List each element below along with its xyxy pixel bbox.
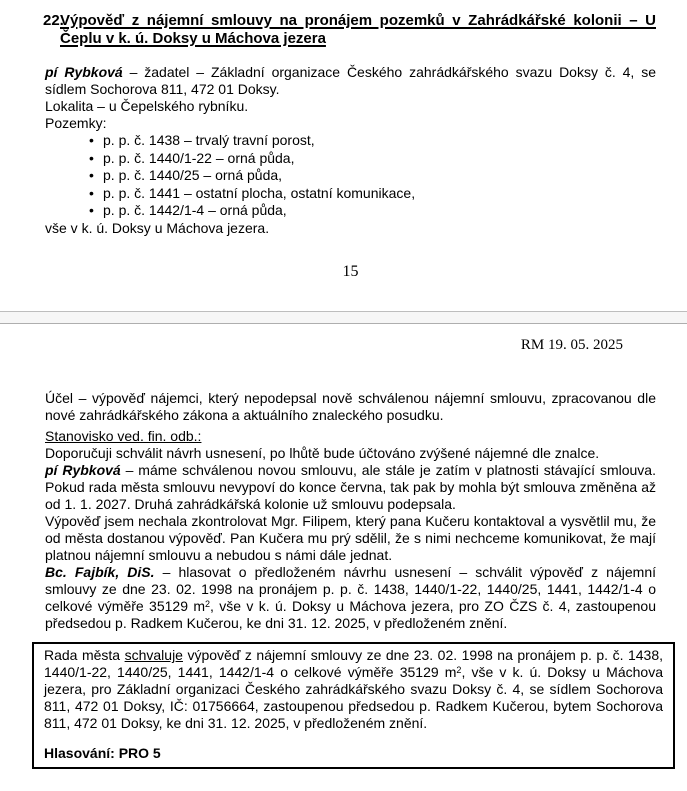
parcel-list — [45, 132, 656, 220]
resolution-text-1: Rada města — [44, 647, 125, 663]
hlasovani-line: Hlasování: PRO 5 — [44, 745, 161, 761]
section-heading — [43, 12, 656, 48]
rm-date-header: RM 19. 05. 2025 — [520, 337, 623, 353]
resolution-verb: schvaluje — [124, 647, 183, 663]
parcel-item: • p. p. č. 1442/1-4 – orná půda, — [88, 202, 656, 220]
parcel-item: • p. p. č. 1440/1-22 – orná půda, — [88, 150, 656, 168]
parcel-item: • p. p. č. 1441 – ostatní plocha, ostatní komunikace, — [88, 185, 656, 203]
square-meter-superscript: 2 — [205, 599, 211, 609]
document-page-16 — [0, 324, 687, 791]
fajbik-text-2: , vše v k. ú. Doksy u Máchova jezera, pro ZO ČZS č. 4, zastoupenou předsedou p. Radkem Kučerou, ke dni 31. 12. 2025, v předloženém znění. — [45, 598, 656, 631]
page-separator — [0, 311, 687, 324]
fajbik-name: Bc. Fajbík, DiS. — [45, 564, 155, 580]
rybkova-text: – máme schválenou novou smlouvu, ale stále je zatím v platnosti stávající smlouva. Pokud rada města smlouvu nevypoví do konce června, tak pak by mohla být smlouva změněna až od 1. 1. 2027. Druhá zahrádkářská kolonie už smlouvu podepsala. — [45, 462, 656, 512]
page-number: 15 — [342, 262, 359, 280]
section-number: 22. — [43, 12, 64, 29]
fajbik-paragraph — [45, 564, 656, 632]
lokalita-line: Lokalita – u Čepelského rybníku. — [45, 98, 249, 114]
document-page-15 — [0, 0, 687, 311]
resolution-box — [32, 642, 675, 769]
applicant-name: pí Rybková — [45, 64, 123, 80]
vypoved-paragraph: Výpověď jsem nechala zkontrolovat Mgr. Filipem, který pana Kučeru kontaktoval a vysvětlil mu, že od města dostanou výpověď. Pan Kučera mu prý sdělil, že s nimi nechceme komunikovat, že mají platnou nájemní smlouvu a nebudou s námi dále jednat. — [45, 513, 656, 563]
pozemky-label: Pozemky: — [45, 115, 107, 131]
resolution-text — [44, 647, 663, 732]
rybkova-name: pí Rybková — [45, 462, 121, 478]
resolution-text-3: , vše v k. ú. Doksy u Máchova jezera, pro Základní organizaci Českého zahrádkářského svazu Doksy č. 4, se sídlem Sochorova 811, 472 01 Doksy, IČ: 01756664, zastoupenou předsedou p. Radkem Kučerou, bytem Sochorova 811, 472 01 Doksy, ke dni 31. 12. 2025, v předloženém znění. — [44, 664, 663, 731]
applicant-text: – žadatel – Základní organizace Českého zahrádkářského svazu Doksy č. 4, se sídlem Sochorova 811, 472 01 Doksy. — [45, 64, 656, 97]
rybkova-paragraph — [45, 462, 656, 513]
parcels-closing: vše v k. ú. Doksy u Máchova jezera. — [45, 219, 270, 236]
parcel-item: • p. p. č. 1440/25 – orná půda, — [88, 167, 656, 185]
square-meter-superscript: 2 — [456, 665, 462, 675]
section-title: Výpověď z nájemní smlouvy na pronájem pozemků v Zahrádkářské kolonii – U Čeplu v k. ú. Doksy u Máchova jezera — [60, 12, 656, 47]
parcel-item: • p. p. č. 1438 – trvalý travní porost, — [88, 132, 656, 150]
resolution-text-2: výpověď z nájemní smlouvy ze dne 23. 02. 1998 na pronájem p. p. č. 1438, 1440/1-22, 1440/25, 1441, 1442/1-4 o celkové výměře 35129 m — [44, 647, 663, 680]
ucel-paragraph: Účel – výpověď nájemci, který nepodepsal nově schválenou nájemní smlouvu, zpracovanou dle nové zahrádkářského zákona a aktuálního znaleckého posudku. — [45, 390, 656, 423]
applicant-paragraph — [45, 64, 656, 98]
fajbik-text-1: – hlasovat o předloženém návrhu usnesení – schválit výpověď z nájemní smlouvy ze dne 23. 02. 1998 na pronájem p. p. č. 1438, 1440/1-22, 1440/25, 1441, 1442/1-4 o celkové výměře 35129 m — [45, 564, 656, 614]
stanovisko-heading: Stanovisko ved. fin. odb.: — [45, 428, 202, 444]
stanovisko-text: Doporučuji schválit návrh usnesení, po lhůtě bude účtováno zvýšené nájemné dle znalce. — [45, 445, 600, 461]
